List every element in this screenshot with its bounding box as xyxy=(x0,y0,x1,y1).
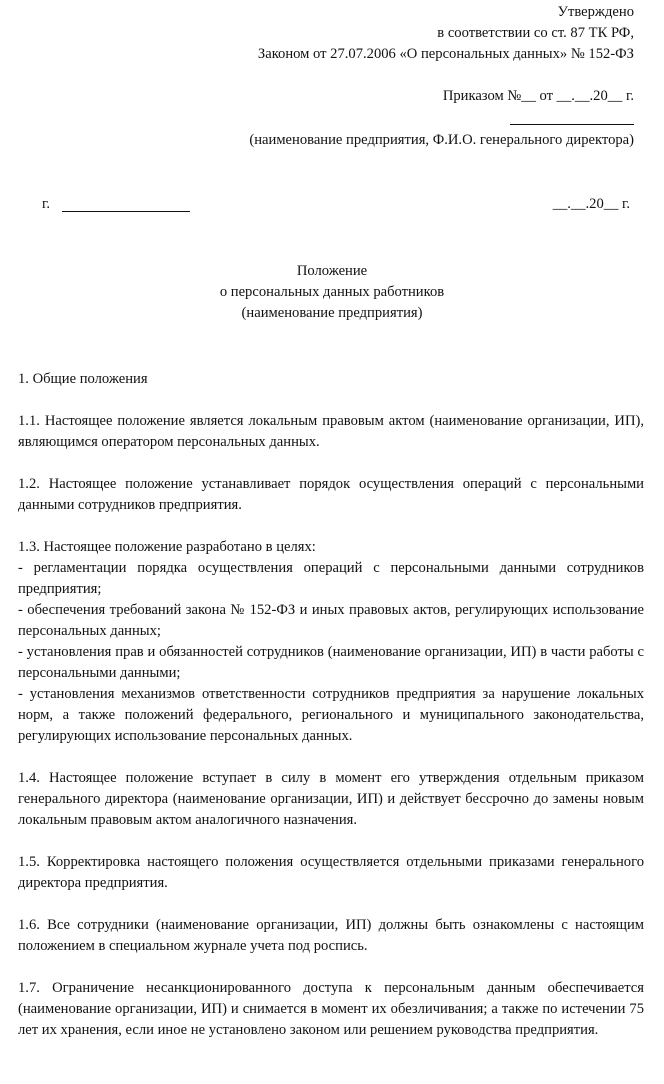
spacer xyxy=(18,390,644,411)
approval-spacer xyxy=(194,65,634,86)
document-date: __.__.20__ г. xyxy=(552,196,630,212)
approval-caption: (наименование предприятия, Ф.И.О. генерального директора) xyxy=(249,132,634,148)
document-title xyxy=(0,261,664,324)
clause-1-3-item: - регламентации порядка осуществления операций с персональными данными сотрудников предприятия; xyxy=(18,560,644,597)
approval-line: Утверждено xyxy=(557,4,634,20)
section-heading: 1. Общие положения xyxy=(18,371,148,387)
clause-1-2: 1.2. Настоящее положение устанавливает порядок осуществления операций с персональными данными сотрудников предприятия. xyxy=(18,476,644,513)
spacer xyxy=(18,747,644,768)
spacer xyxy=(18,831,644,852)
clause-1-3-item: - установления механизмов ответственности сотрудников предприятия за нарушение локальных норм, а также положений федерального, регионального и муниципального законодательства, регулирующих использование персональных данных. xyxy=(18,686,644,744)
approval-block xyxy=(194,2,634,107)
clause-1-3-item: - обеспечения требований закона № 152-ФЗ и иных правовых актов, регулирующих использование персональных данных; xyxy=(18,602,644,639)
document-body xyxy=(18,369,644,1041)
spacer xyxy=(18,516,644,537)
spacer xyxy=(18,894,644,915)
place-date-row xyxy=(42,194,630,216)
clause-1-3-item: - установления прав и обязанностей сотрудников (наименование организации, ИП) в части работы с персональными данными; xyxy=(18,644,644,681)
spacer xyxy=(18,957,644,978)
approval-line: в соответствии со ст. 87 ТК РФ, xyxy=(437,25,634,41)
clause-1-3: 1.3. Настоящее положение разработано в целях: xyxy=(18,539,316,555)
city-label: г. xyxy=(42,196,50,212)
clause-1-4: 1.4. Настоящее положение вступает в силу в момент его утверждения отдельным приказом генерального директора (наименование организации, ИП) и действует бессрочно до замены новым локальным правовым актом аналогичного назначения. xyxy=(18,770,644,828)
clause-1-6: 1.6. Все сотрудники (наименование организации, ИП) должны быть ознакомлены с настоящим положением в специальном журнале учета под роспись. xyxy=(18,917,644,954)
spacer xyxy=(18,453,644,474)
approval-line: Законом от 27.07.2006 «О персональных данных» № 152-ФЗ xyxy=(257,46,634,62)
clause-1-5: 1.5. Корректировка настоящего положения осуществляется отдельными приказами генерального директора предприятия. xyxy=(18,854,644,891)
title-line-3: (наименование предприятия) xyxy=(241,305,423,321)
clause-1-1: 1.1. Настоящее положение является локальным правовым актом (наименование организации, ИП), являющимся оператором персональных данных. xyxy=(18,413,644,450)
clause-1-7: 1.7. Ограничение несанкционированного доступа к персональным данным обеспечивается (наименование организации, ИП) и снимается в момент их обезличивания; а также по истечении 75 лет их хранения, если иное не установлено законом или решением руководства предприятия. xyxy=(18,980,644,1038)
signature-blank-line xyxy=(510,124,634,125)
city-blank-line xyxy=(62,211,190,212)
title-line-1: Положение xyxy=(296,263,368,279)
order-line: Приказом №__ от __.__.20__ г. xyxy=(442,88,634,104)
title-line-2: о персональных данных работников xyxy=(219,284,445,300)
